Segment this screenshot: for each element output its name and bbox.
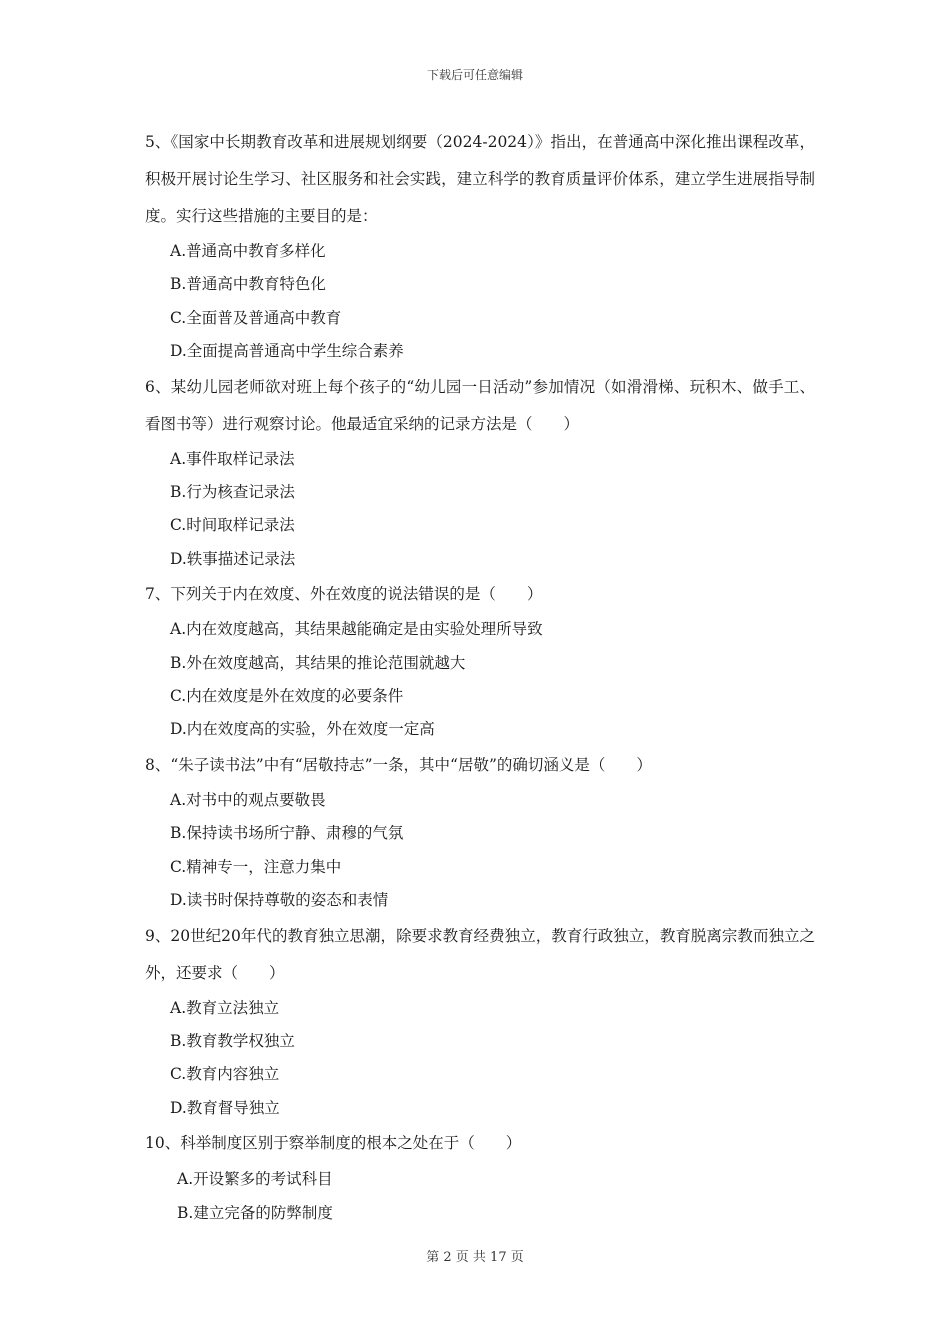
option-b: B.外在效度越高，其结果的推论范围就越大 <box>170 653 466 672</box>
option-c: C.精神专一，注意力集中 <box>170 857 342 876</box>
option-b: B.教育教学权独立 <box>170 1031 295 1050</box>
page-footer: 第 2 页 共 17 页 <box>426 1250 524 1265</box>
document-body <box>145 124 815 1230</box>
option-a: A.内在效度越高，其结果越能确定是由实验处理所导致 <box>170 620 543 639</box>
option-c: C.教育内容独立 <box>170 1065 280 1084</box>
question-text: 10、科举制度区别于察举制度的根本之处在于（ ） <box>145 1134 522 1153</box>
option-c: C.内在效度是外在效度的必要条件 <box>170 687 404 706</box>
option-a: A.开设繁多的考试科目 <box>177 1170 333 1189</box>
option-a: A.对书中的观点要敬畏 <box>170 790 326 809</box>
question-9 <box>145 918 815 1126</box>
option-b: B.保持读书场所宁静、肃穆的气氛 <box>170 824 404 843</box>
question-8 <box>145 747 815 918</box>
option-c: C.全面普及普通高中教育 <box>170 308 342 327</box>
question-10 <box>145 1125 815 1230</box>
page-header: 下载后可任意编辑 <box>426 68 523 82</box>
option-d: D.全面提高普通高中学生综合素养 <box>170 342 404 361</box>
question-text: 5、《国家中长期教育改革和进展规划纲要（2024-2024）》指出，在普通高中深化推出课程改革，积极开展讨论生学习、社区服务和社会实践，建立科学的教育质量评价体系，建立学生进展指导制度。实行这些措施的主要目的是： <box>145 133 815 225</box>
option-d: D.读书时保持尊敬的姿态和表情 <box>170 891 389 910</box>
option-d: D.教育督导独立 <box>170 1098 280 1117</box>
option-b: B.普通高中教育特色化 <box>170 275 326 294</box>
option-a: A.事件取样记录法 <box>170 449 295 468</box>
question-6 <box>145 369 815 577</box>
option-a: A.普通高中教育多样化 <box>170 242 326 260</box>
question-5 <box>145 124 815 369</box>
question-7 <box>145 576 815 747</box>
question-text: 7、下列关于内在效度、外在效度的说法错误的是（ ） <box>145 585 543 604</box>
question-text: 6、某幼儿园老师欲对班上每个孩子的“幼儿园一日活动”参加情况（如滑滑梯、玩积木、做手工、看图书等）进行观察讨论。他最适宜采纳的记录方法是（ ） <box>145 377 815 433</box>
option-b: B.行为核查记录法 <box>170 483 295 502</box>
question-text: 8、“朱子读书法”中有“居敬持志”一条，其中“居敬”的确切涵义是（ ） <box>145 755 652 774</box>
option-d: D.轶事描述记录法 <box>170 549 296 568</box>
option-c: C.时间取样记录法 <box>170 516 295 535</box>
question-text: 9、20世纪20年代的教育独立思潮，除要求教育经费独立，教育行政独立，教育脱离宗教而独立之外，还要求（ ） <box>145 926 815 982</box>
option-b: B.建立完备的防弊制度 <box>177 1204 333 1223</box>
option-d: D.内在效度高的实验，外在效度一定高 <box>170 720 435 739</box>
option-a: A.教育立法独立 <box>170 998 280 1017</box>
